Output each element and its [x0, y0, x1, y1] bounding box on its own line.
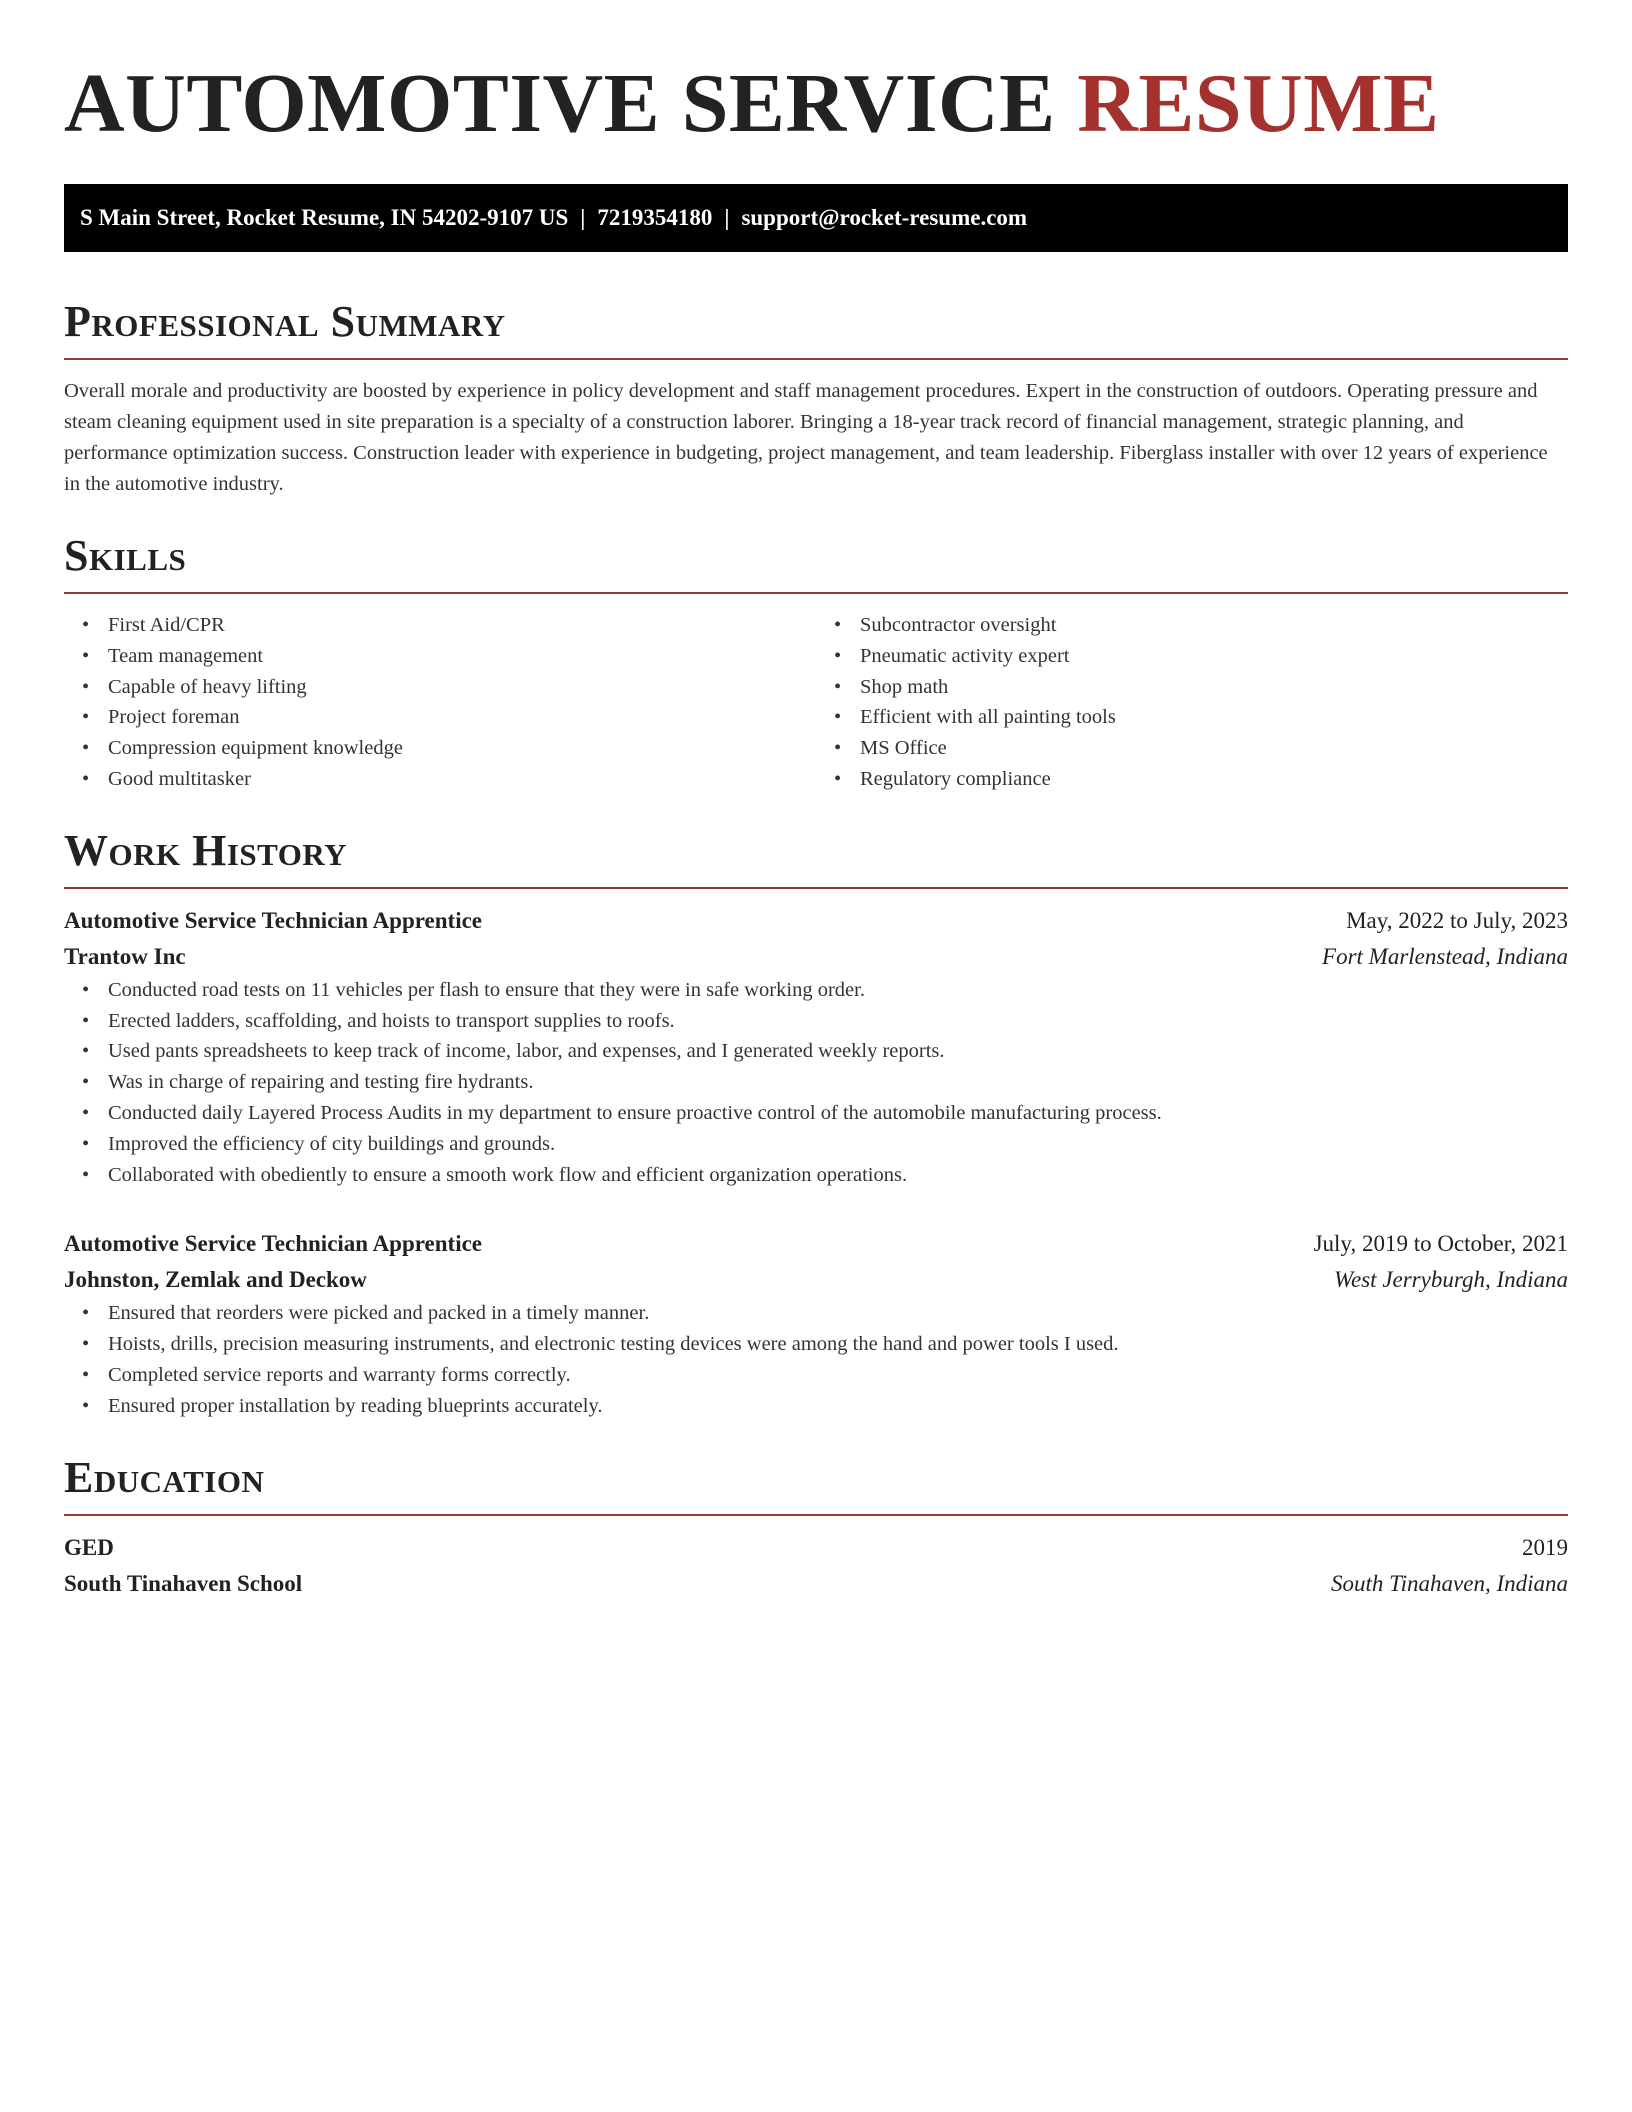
bullet-icon: •: [82, 1333, 90, 1356]
skill-item: [816, 733, 1568, 764]
job-duty-text: Completed service reports and warranty forms correctly.: [108, 1363, 571, 1386]
bullet-icon: •: [82, 675, 90, 698]
education-heading: Education: [64, 1452, 265, 1502]
job-duty-item: [64, 1160, 1568, 1191]
bullet-icon: •: [82, 978, 90, 1001]
skill-item: [64, 733, 816, 764]
work-history-heading: Work History: [64, 825, 348, 875]
job-duties-list: [64, 1298, 1568, 1421]
job-duty-text: Improved the efficiency of city buildings and grounds.: [108, 1132, 556, 1155]
bullet-icon: •: [82, 767, 90, 790]
job-duty-item: [64, 1067, 1568, 1098]
section-divider: [64, 358, 1568, 360]
summary-heading: Professional Summary: [64, 297, 506, 346]
job-entry: [64, 1226, 1568, 1421]
job-duty-text: Erected ladders, scaffolding, and hoists to transport supplies to roofs.: [108, 1009, 675, 1032]
bullet-icon: •: [834, 737, 842, 760]
skill-item: [64, 672, 816, 703]
bullet-icon: •: [82, 614, 90, 636]
skill-text: MS Office: [860, 737, 947, 760]
job-duty-item: [64, 1329, 1568, 1360]
job-duty-text: Conducted daily Layered Process Audits in my department to ensure proactive control of the automobile manufacturing process.: [108, 1101, 1162, 1124]
work-history-section: [64, 825, 1568, 1422]
education-degree: GED: [64, 1534, 114, 1560]
job-company-row: [64, 939, 1568, 975]
contact-email: support@rocket-resume.com: [741, 205, 1028, 230]
job-duty-item: [64, 1298, 1568, 1329]
job-duty-item: [64, 1129, 1568, 1160]
job-header-row: [64, 903, 1568, 939]
contact-bar: [64, 184, 1568, 252]
bullet-icon: •: [82, 1040, 90, 1063]
job-duty-item: [64, 1098, 1568, 1129]
job-duty-text: Ensured that reorders were picked and packed in a timely manner.: [108, 1302, 650, 1325]
job-entry: [64, 903, 1568, 1191]
job-duty-item: [64, 1006, 1568, 1037]
skill-text: First Aid/CPR: [108, 614, 225, 636]
skills-list-right: [816, 610, 1568, 795]
skill-item: [64, 702, 816, 733]
bullet-icon: •: [82, 706, 90, 729]
skill-text: Compression equipment knowledge: [108, 737, 403, 760]
skill-text: Efficient with all painting tools: [860, 706, 1116, 729]
job-company-row: [64, 1262, 1568, 1298]
education-section: [64, 1452, 1568, 1602]
education-year: 2019: [1522, 1534, 1568, 1560]
skill-text: Pneumatic activity expert: [860, 644, 1070, 667]
job-duty-text: Ensured proper installation by reading blueprints accurately.: [108, 1394, 603, 1417]
job-duty-item: [64, 1360, 1568, 1391]
job-duties-list: [64, 975, 1568, 1191]
education-entry: [64, 1530, 1568, 1602]
summary-section: [64, 296, 1568, 500]
skill-text: Team management: [108, 644, 264, 667]
job-company: Trantow Inc: [64, 943, 186, 969]
bullet-icon: •: [82, 1101, 90, 1124]
job-duty-item: [64, 1036, 1568, 1067]
bullet-icon: •: [834, 614, 842, 636]
job-dates: May, 2022 to July, 2023: [1346, 907, 1568, 933]
skill-text: Good multitasker: [108, 767, 251, 790]
job-duty-item: [64, 1391, 1568, 1422]
contact-address: S Main Street, Rocket Resume, IN 54202-9107 US: [80, 205, 569, 230]
skill-text: Regulatory compliance: [860, 767, 1051, 790]
bullet-icon: •: [834, 706, 842, 729]
bullet-icon: •: [82, 1071, 90, 1094]
skill-text: Capable of heavy lifting: [108, 675, 307, 698]
skills-list-left: [64, 610, 816, 795]
skill-item: [64, 610, 816, 641]
job-duty-text: Used pants spreadsheets to keep track of income, labor, and expenses, and I generated weekly reports.: [108, 1040, 945, 1063]
contact-separator: |: [724, 205, 730, 230]
job-title: Automotive Service Technician Apprentice: [64, 907, 483, 933]
education-school-row: [64, 1566, 1568, 1602]
job-dates: July, 2019 to October, 2021: [1313, 1231, 1568, 1257]
skill-item: [64, 764, 816, 795]
section-divider: [64, 887, 1568, 889]
skills-section: [64, 530, 1568, 795]
job-company: Johnston, Zemlak and Deckow: [64, 1267, 367, 1293]
section-divider: [64, 1514, 1568, 1516]
education-location: South Tinahaven, Indiana: [1330, 1570, 1568, 1596]
skill-text: Subcontractor oversight: [860, 614, 1057, 636]
job-duty-text: Was in charge of repairing and testing fire hydrants.: [108, 1071, 534, 1094]
education-school: South Tinahaven School: [64, 1570, 303, 1596]
job-duty-item: [64, 975, 1568, 1006]
education-header-row: [64, 1530, 1568, 1566]
skill-text: Project foreman: [108, 706, 240, 729]
bullet-icon: •: [82, 1363, 90, 1386]
contact-separator: |: [580, 205, 586, 230]
skill-item: [64, 641, 816, 672]
bullet-icon: •: [82, 1302, 90, 1325]
bullet-icon: •: [82, 737, 90, 760]
resume-title: [64, 0, 1568, 152]
section-divider: [64, 592, 1568, 594]
resume-title-accent: RESUME: [1077, 57, 1440, 150]
bullet-icon: •: [82, 1009, 90, 1032]
job-location: Fort Marlenstead, Indiana: [1322, 943, 1568, 969]
job-header-row: [64, 1226, 1568, 1262]
job-location: West Jerryburgh, Indiana: [1333, 1267, 1568, 1293]
skills-heading: Skills: [64, 531, 187, 580]
summary-text: Overall morale and productivity are boosted by experience in policy development and staff management procedures. Expert in the construction of outdoors. Operating pressure and steam cleaning equipment used in site preparation is a specialty of a construction laborer. Bringing a 18-year track record of financial management, strategic planning, and performance optimization success. Construction leader with experience in budgeting, project management, and team leadership. Fiberglass installer with over 12 years of experience in the automotive industry.: [64, 380, 1548, 495]
contact-phone: 7219354180: [597, 205, 713, 230]
skill-item: [816, 702, 1568, 733]
job-duty-text: Hoists, drills, precision measuring instruments, and electronic testing devices were among the hand and power tools I used.: [108, 1333, 1119, 1356]
skill-item: [816, 610, 1568, 641]
bullet-icon: •: [82, 1163, 90, 1186]
skill-item: [816, 764, 1568, 795]
bullet-icon: •: [834, 767, 842, 790]
skills-columns: [64, 610, 1568, 795]
skill-text: Shop math: [860, 675, 949, 698]
resume-title-main: AUTOMOTIVE SERVICE: [64, 57, 1056, 150]
skill-item: [816, 641, 1568, 672]
bullet-icon: •: [834, 644, 842, 667]
bullet-icon: •: [82, 1394, 90, 1417]
job-duty-text: Conducted road tests on 11 vehicles per flash to ensure that they were in safe working order.: [108, 978, 865, 1001]
bullet-icon: •: [82, 1132, 90, 1155]
job-duty-text: Collaborated with obediently to ensure a smooth work flow and efficient organization operations.: [108, 1163, 908, 1186]
bullet-icon: •: [834, 675, 842, 698]
skill-item: [816, 672, 1568, 703]
job-title: Automotive Service Technician Apprentice: [64, 1231, 483, 1257]
bullet-icon: •: [82, 644, 90, 667]
